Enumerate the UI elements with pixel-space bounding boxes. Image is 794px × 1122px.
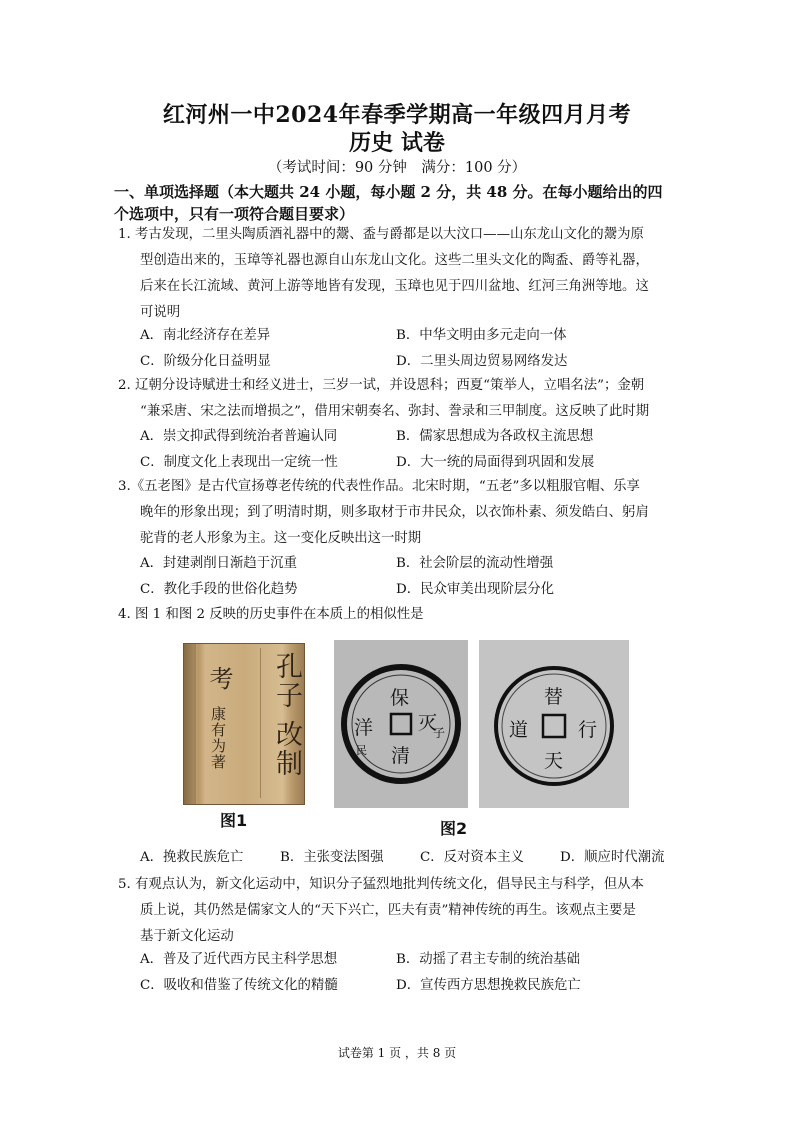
fig1-text-title-top: 孔子	[271, 652, 302, 710]
option-4b[interactable]: B．主张变法图强	[280, 850, 384, 865]
option-1d[interactable]: D．二里头周边贸易网络发达	[396, 354, 568, 369]
coin-left-char-right: 灭	[418, 712, 438, 734]
coin-right-char-bottom: 天	[544, 750, 564, 772]
coin-right-char-top: 替	[544, 686, 564, 708]
exam-subtitle: 历史 试卷	[349, 130, 445, 156]
question-line: 基于新文化运动	[140, 929, 234, 944]
option-1a[interactable]: A．南北经济存在差异	[140, 328, 271, 343]
option-1b[interactable]: B．中华文明由多元走向一体	[396, 328, 567, 343]
question-line: 后来在长江流域、黄河上游等地皆有发现，玉璋也见于四川盆地、红河三角洲等地。这	[140, 279, 649, 294]
book-column-divider	[260, 648, 261, 798]
option-2d[interactable]: D．大一统的局面得到巩固和发展	[396, 455, 595, 470]
coin-right-char-left: 道	[509, 719, 529, 741]
coin-left-char-small-left: 民	[356, 744, 367, 757]
figure-1-book-cover	[183, 643, 305, 805]
section-heading	[114, 181, 674, 225]
question-line: 可说明	[140, 305, 181, 320]
question-line: 4. 图 1 和图 2 反映的历史事件在本质上的相似性是	[118, 607, 424, 622]
figure-2-caption: 图2	[440, 819, 468, 838]
option-2b[interactable]: B．儒家思想成为各政权主流思想	[396, 429, 594, 444]
coin-left-char-small-right: 子	[433, 726, 446, 740]
section-heading-line: 个选项中，只有一项符合题目要求）	[114, 205, 355, 223]
question-3	[118, 474, 676, 552]
question-4	[118, 602, 676, 628]
fig1-text-left: 考	[205, 666, 233, 690]
question-line: 2. 辽朝分设诗赋进士和经义进士，三岁一试，并设恩科；西夏“策举人，立唱名法”；金朝	[118, 378, 645, 393]
question-line: 5. 有观点认为，新文化运动中，知识分子猛烈地批判传统文化，倡导民主与科学，但从本	[118, 877, 644, 892]
question-line: 驼背的老人形象为主。这一变化反映出这一时期	[140, 531, 422, 546]
option-4c[interactable]: C．反对资本主义	[420, 850, 524, 865]
option-5d[interactable]: D．宣传西方思想挽救民族危亡	[396, 978, 581, 993]
figure-2-coin-left	[334, 640, 468, 808]
coin-right-char-right: 行	[578, 719, 598, 741]
page-footer: 试卷第 1 页 ，共 8 页	[337, 1046, 457, 1060]
option-5a[interactable]: A．普及了近代西方民主科学思想	[140, 952, 338, 967]
question-2	[118, 373, 676, 425]
question-line: 晚年的形象出现；到了明清时期，则多取材于市井民众，以衣饰朴素、须发皓白、躬肩	[140, 505, 649, 520]
coin-left-char-bottom: 清	[391, 745, 411, 767]
option-4d[interactable]: D．顺应时代潮流	[560, 850, 665, 865]
option-5b[interactable]: B．动摇了君主专制的统治基础	[396, 952, 580, 967]
option-3c[interactable]: C．教化手段的世俗化趋势	[140, 582, 298, 597]
question-line: 型创造出来的，玉璋等礼器也源自山东龙山文化。这些二里头文化的陶盉、爵等礼器，	[140, 253, 649, 268]
option-3d[interactable]: D．民众审美出现阶层分化	[396, 582, 555, 597]
coin-right-drawing	[479, 640, 629, 808]
figure-2-coin-right	[479, 640, 629, 808]
option-4a[interactable]: A．挽救民族危亡	[140, 850, 244, 865]
option-1c[interactable]: C．阶级分化日益明显	[140, 354, 271, 369]
question-5	[118, 872, 676, 950]
fig1-text-title-bottom: 改制	[271, 720, 302, 778]
book-spine-shadow	[184, 644, 196, 804]
question-1	[118, 222, 676, 326]
question-line: 3.《五老图》是古代宣扬尊老传统的代表性作品。北宋时期，“五老”多以粗服官帽、乐享	[118, 479, 640, 494]
exam-title: 红河州一中2024年春季学期高一年级四月月考	[162, 102, 632, 128]
figure-1-caption: 图1	[220, 811, 248, 830]
option-2a[interactable]: A．崇文抑武得到统治者普遍认同	[140, 429, 338, 444]
coin-left-char-left: 洋	[354, 717, 374, 739]
section-heading-line: 一、单项选择题（本大题共 24 小题，每小题 2 分，共 48 分。在每小题给出的四	[114, 183, 663, 201]
fig1-text-author: 康有为著	[209, 706, 227, 770]
question-line: 质上说，其仍然是儒家文人的“天下兴亡，匹夫有责”精神传统的再生。该观点主要是	[140, 903, 636, 918]
option-5c[interactable]: C．吸收和借鉴了传统文化的精髓	[140, 978, 338, 993]
option-3a[interactable]: A．封建剥削日渐趋于沉重	[140, 556, 297, 571]
option-3b[interactable]: B．社会阶层的流动性增强	[396, 556, 554, 571]
question-line: 1. 考古发现，二里头陶质酒礼器中的鬶、盉与爵都是以大汶口——山东龙山文化的鬶为原	[118, 227, 644, 242]
question-line: “兼采唐、宋之法而增损之”，借用宋朝奏名、弥封、誊录和三甲制度。这反映了此时期	[140, 404, 650, 419]
option-2c[interactable]: C．制度文化上表现出一定统一性	[140, 455, 338, 470]
coin-left-char-top: 保	[390, 687, 410, 709]
exam-info: （考试时间：90 分钟 满分：100 分）	[267, 160, 527, 176]
